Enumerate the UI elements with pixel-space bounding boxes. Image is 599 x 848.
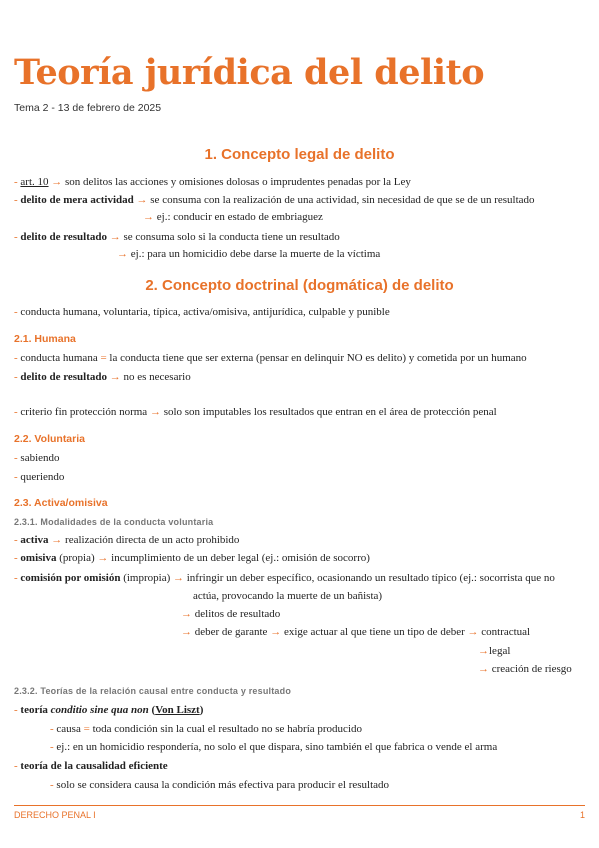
arrow-icon: →	[109, 231, 121, 243]
list-item	[14, 406, 497, 419]
term: teoría	[20, 704, 48, 716]
list-item-text: deber de garante	[194, 626, 268, 638]
list-item-text: ej.: conducir en estado de embriaguez	[156, 211, 323, 223]
term: teoría de la causalidad eficiente	[20, 760, 168, 772]
list-item	[50, 779, 389, 792]
list-item	[14, 306, 390, 319]
list-item	[117, 248, 380, 261]
list-item-text: creación de riesgo	[491, 663, 572, 675]
list-item-text: causa	[56, 723, 81, 735]
arrow-icon: →	[173, 572, 184, 584]
list-item	[14, 371, 191, 384]
subsubsection-heading: 2.3.1. Modalidades de la conducta voluntaria	[14, 517, 214, 527]
term: activa	[20, 534, 49, 546]
list-item-text: contractual	[481, 626, 531, 638]
list-item-text: ej.: para un homicidio debe darse la muerte de la víctima	[130, 248, 381, 260]
list-item-text: son delitos las acciones y omisiones dolosas o imprudentes penadas por la Ley	[65, 176, 411, 188]
dash-glyph: -	[14, 760, 18, 772]
dash-glyph: -	[14, 552, 18, 564]
section-2-heading: 2. Concepto doctrinal (dogmática) de delito	[145, 277, 454, 294]
subsection-heading: 2.2. Voluntaria	[14, 433, 85, 445]
list-item-text: ej.: en un homicidio respondería, no solo el que dispara, sino también el que fabrica o vende el arma	[56, 741, 498, 753]
term-note: (impropia)	[123, 572, 171, 584]
list-item	[14, 194, 535, 207]
arrow-icon: →	[181, 626, 192, 638]
arrow-icon: →	[181, 608, 192, 620]
list-item-text: infringir un deber específico, ocasionando un resultado típico (ej.: socorrista que no	[186, 572, 555, 584]
term: delito de mera actividad	[20, 194, 134, 206]
list-item	[181, 626, 530, 639]
equals-glyph: =	[100, 352, 107, 364]
list-item-text: delitos de resultado	[194, 608, 281, 620]
arrow-icon: →	[109, 371, 121, 383]
list-item-text: solo se considera causa la condición más efectiva para producir el resultado	[56, 779, 390, 791]
list-item-text: exige actuar al que tiene un tipo de deber	[283, 626, 465, 638]
list-item	[143, 211, 323, 224]
subsection-heading: 2.1. Humana	[14, 333, 76, 345]
term-note: (propia)	[59, 552, 95, 564]
dash-glyph: -	[14, 452, 18, 464]
arrow-icon: →	[117, 248, 128, 260]
footer-course-name: DERECHO PENAL I	[14, 810, 96, 820]
term-latin: conditio sine qua non	[50, 704, 149, 716]
list-item	[14, 534, 239, 547]
term: delito de resultado	[20, 231, 107, 243]
arrow-icon: →	[149, 406, 161, 418]
list-item-text: solo son imputables los resultados que entran en el área de protección penal	[163, 406, 497, 418]
arrow-icon: →	[270, 626, 282, 638]
list-item	[14, 231, 340, 244]
article-reference: art. 10	[20, 176, 49, 188]
list-item-text: incumplimiento de un deber legal (ej.: omisión de socorro)	[111, 552, 370, 564]
dash-glyph: -	[14, 306, 18, 318]
list-item-text: se consuma con la realización de una actividad, sin necesidad de que se de un resultado	[150, 194, 535, 206]
list-item-text: toda condición sin la cual el resultado no se habría producido	[92, 723, 362, 735]
section-1-heading: 1. Concepto legal de delito	[204, 146, 395, 163]
list-item-text: realización directa de un acto prohibido	[65, 534, 240, 546]
list-item	[14, 352, 527, 365]
list-item-text: conducta humana	[20, 352, 98, 364]
page-subtitle: Tema 2 - 13 de febrero de 2025	[14, 102, 162, 114]
arrow-icon: →	[143, 211, 154, 223]
list-item-continuation: actúa, provocando la muerte de un bañista)	[193, 590, 383, 602]
arrow-icon: →	[51, 176, 63, 188]
list-item	[478, 663, 572, 676]
term: omisiva	[20, 552, 57, 564]
list-item	[14, 552, 370, 565]
list-item-text: legal	[489, 645, 511, 657]
dash-glyph: -	[14, 471, 18, 483]
list-item-text: la conducta tiene que ser externa (pensar en delinquir NO es delito) y cometida por un humano	[109, 352, 527, 364]
arrow-icon: →	[478, 645, 489, 657]
subsection-heading: 2.3. Activa/omisiva	[14, 497, 108, 509]
list-item-text: queriendo	[20, 471, 65, 483]
term: delito de resultado	[20, 371, 107, 383]
list-item	[50, 741, 497, 754]
dash-glyph: -	[14, 406, 18, 418]
arrow-icon: →	[467, 626, 479, 638]
dash-glyph: -	[50, 741, 54, 753]
equals-glyph: =	[83, 723, 90, 735]
list-item	[14, 760, 168, 773]
list-item	[14, 471, 64, 484]
dash-glyph: -	[14, 352, 18, 364]
list-item	[181, 608, 280, 621]
subsubsection-heading: 2.3.2. Teorías de la relación causal entre conducta y resultado	[14, 686, 292, 696]
list-item-text: se consuma solo si la conducta tiene un resultado	[123, 231, 340, 243]
list-item-text: no es necesario	[123, 371, 191, 383]
footer-page-number: 1	[579, 810, 585, 820]
list-item-text: sabiendo	[20, 452, 60, 464]
page-title: Teoría jurídica del delito	[14, 52, 485, 93]
list-item: - teoría conditio sine qua non (Von Liszt)	[14, 704, 204, 716]
dash-glyph: -	[14, 534, 18, 546]
dash-glyph: -	[14, 572, 18, 584]
list-item	[50, 723, 362, 736]
dash-glyph: -	[14, 704, 18, 716]
author-reference: Von Liszt	[155, 704, 200, 716]
dash-glyph: -	[14, 231, 18, 243]
list-item-text: criterio fin protección norma	[20, 406, 148, 418]
footer-divider	[14, 805, 585, 806]
dash-glyph: -	[14, 176, 18, 188]
arrow-icon: →	[136, 194, 148, 206]
arrow-icon: →	[51, 534, 63, 546]
list-item	[14, 452, 60, 465]
dash-glyph: -	[50, 779, 54, 791]
term: comisión por omisión	[20, 572, 121, 584]
list-item	[14, 176, 411, 189]
arrow-icon: →	[97, 552, 109, 564]
list-item	[478, 645, 510, 658]
dash-glyph: -	[14, 194, 18, 206]
dash-glyph: -	[50, 723, 54, 735]
list-item-text: conducta humana, voluntaria, típica, activa/omisiva, antijurídica, culpable y punible	[20, 306, 390, 318]
arrow-icon: →	[478, 663, 489, 675]
dash-glyph: -	[14, 371, 18, 383]
list-item	[14, 572, 555, 585]
